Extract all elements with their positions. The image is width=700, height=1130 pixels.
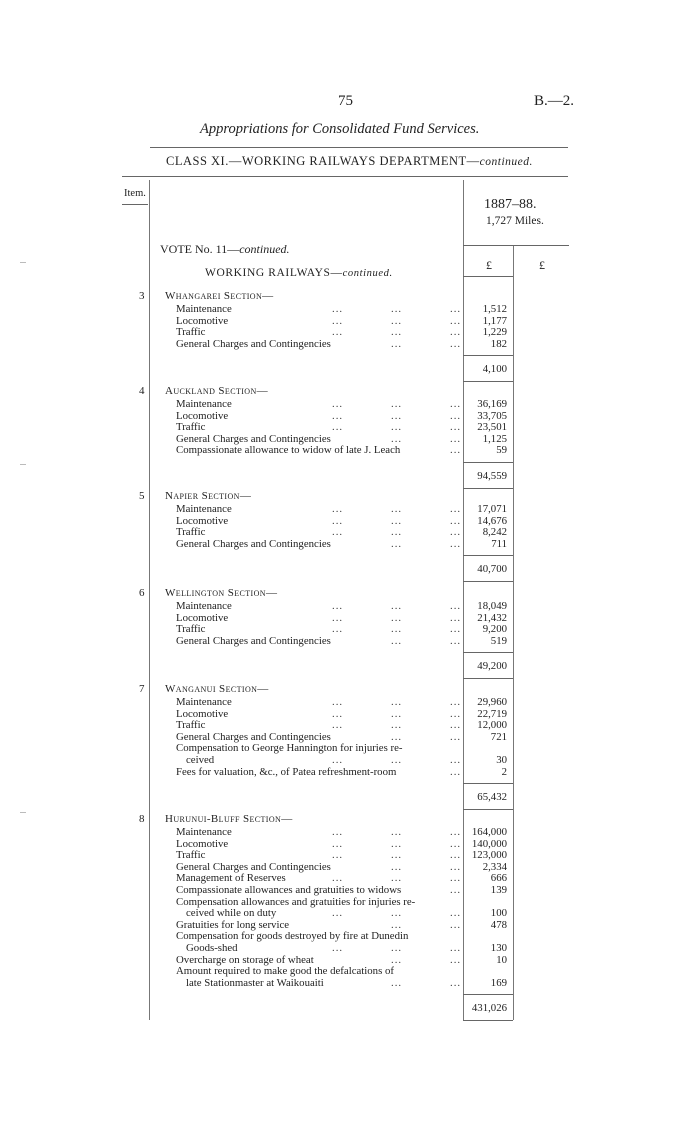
leader-dots: ... [450,314,462,327]
vote-heading-text: VOTE No. 11— [160,242,240,256]
leader-dots: ... [450,337,462,350]
line-item-amount: 8,242 [482,526,507,539]
line-item-amount: 164,000 [471,826,507,838]
leader-dots: ... [391,719,403,732]
leader-dots: ... [332,942,344,954]
miles-heading: 1,727 Miles. [486,215,544,227]
section-name: Wellington Section— [165,587,278,599]
line-item-label: Traffic [176,849,206,862]
leader-dots: ... [450,826,462,838]
section-name: Wanganui Section— [165,683,269,695]
margin-mark [20,262,26,263]
line-item-label: Traffic [176,623,206,636]
section-total-rule [463,488,513,489]
leader-dots: ... [391,537,403,550]
item-number: 8 [139,813,145,825]
line-item-label: Maintenance [176,600,232,612]
leader-dots: ... [391,953,403,966]
section-total: 40,700 [477,563,507,576]
leader-dots: ... [391,826,403,838]
line-item-label: Locomotive [176,707,229,720]
line-item-label: General Charges and Contingencies [176,537,331,550]
leader-dots: ... [332,907,344,920]
amount-subcolumn-divider [513,245,514,1020]
sub-heading-text: WORKING RAILWAYS— [205,267,343,279]
line-item-amount: 1,125 [482,432,507,445]
leader-dots: ... [332,623,344,636]
line-item-amount: 12,000 [477,719,507,732]
leader-dots: ... [391,503,403,515]
line-item-label: Traffic [176,719,206,732]
leader-dots: ... [391,514,403,527]
line-item-amount: 519 [490,634,507,647]
line-item-amount: 29,960 [477,696,507,708]
line-item-label: Compassionate allowances and gratuities to widows [176,884,402,896]
leader-dots: ... [450,444,462,457]
leader-dots: ... [450,976,462,989]
leader-dots: ... [391,600,403,612]
leader-dots: ... [332,826,344,838]
currency-rule [463,276,513,277]
line-item-label: Locomotive [176,837,229,850]
leader-dots: ... [450,526,462,539]
line-item-amount: 100 [490,907,507,920]
leader-dots: ... [332,611,344,624]
line-item-amount: 721 [490,730,507,743]
item-number: 5 [139,490,145,502]
line-item-label: Locomotive [176,514,229,527]
line-item-label: General Charges and Contingencies [176,634,331,647]
year-heading: 1887–88. [484,197,537,212]
line-item-amount: 17,071 [477,503,507,515]
class-heading-continued: continued. [479,156,533,168]
section-total-rule [463,1020,513,1021]
line-item-label: Locomotive [176,409,229,422]
leader-dots: ... [450,611,462,624]
leader-dots: ... [391,730,403,743]
line-item-amount: 1,177 [482,314,507,327]
section-total: 49,200 [477,660,507,673]
line-item-amount: 21,432 [477,611,507,624]
leader-dots: ... [450,707,462,720]
page-number: 75 [338,93,353,109]
table-top-rule [122,176,568,177]
leader-dots: ... [391,314,403,327]
leader-dots: ... [332,503,344,515]
leader-dots: ... [450,942,462,954]
leader-dots: ... [450,872,462,885]
leader-dots: ... [332,696,344,708]
leader-dots: ... [450,623,462,636]
line-item-label: Locomotive [176,314,229,327]
leader-dots: ... [450,754,462,766]
leader-dots: ... [332,600,344,612]
leader-dots: ... [332,719,344,732]
leader-dots: ... [391,754,403,766]
leader-dots: ... [391,526,403,539]
leader-dots: ... [332,303,344,315]
line-item-label: Gratuities for long service [176,918,290,931]
leader-dots: ... [450,398,462,410]
leader-dots: ... [391,707,403,720]
section-total-rule [463,809,513,810]
leader-dots: ... [450,503,462,515]
line-item-label: Overcharge on storage of wheat [176,953,314,966]
line-item-label: ceived while on duty [186,907,277,920]
item-number: 6 [139,587,145,599]
line-item-label: Maintenance [176,303,232,315]
leader-dots: ... [391,849,403,862]
section-subtotal-rule [463,783,513,784]
title-rule [150,147,568,148]
leader-dots: ... [450,907,462,920]
line-item-amount: 59 [496,444,507,457]
leader-dots: ... [391,860,403,873]
line-item-label: Maintenance [176,826,232,838]
leader-dots: ... [332,754,344,766]
margin-mark [20,464,26,465]
section-total: 94,559 [477,470,507,482]
line-item-amount: 1,229 [482,326,507,339]
section-subtotal-rule [463,652,513,653]
sub-heading [205,267,393,279]
leader-dots: ... [391,634,403,647]
line-item-label: Maintenance [176,696,232,708]
line-item-label: Amount required to make good the defalcations of [176,965,394,978]
line-item-label: Compensation for goods destroyed by fire at Dunedin [176,930,409,943]
leader-dots: ... [391,611,403,624]
leader-dots: ... [332,326,344,339]
currency-symbol-1: £ [486,258,492,272]
section-total-rule [463,678,513,679]
leader-dots: ... [391,837,403,850]
line-item-amount: 23,501 [477,421,507,434]
leader-dots: ... [391,918,403,931]
vote-heading [160,242,290,257]
line-item-amount: 711 [491,537,507,550]
class-heading [166,154,533,169]
section-subtotal-rule [463,462,513,463]
leader-dots: ... [391,337,403,350]
leader-dots: ... [391,696,403,708]
leader-dots: ... [450,837,462,850]
leader-dots: ... [450,326,462,339]
leader-dots: ... [391,942,403,954]
leader-dots: ... [332,837,344,850]
line-item-amount: 9,200 [482,623,507,636]
line-item-amount: 33,705 [477,409,507,422]
line-item-label: General Charges and Contingencies [176,337,331,350]
leader-dots: ... [332,526,344,539]
line-item-label: Fees for valuation, &c., of Patea refreshment-room [176,765,397,778]
leader-dots: ... [391,421,403,434]
section-name: Whangarei Section— [165,290,274,302]
leader-dots: ... [450,634,462,647]
line-item-amount: 182 [490,337,507,350]
leader-dots: ... [391,432,403,445]
section-subtotal-rule [463,994,513,995]
line-item-amount: 666 [490,872,507,885]
section-total: 4,100 [482,363,507,376]
section-name: Auckland Section— [165,385,269,397]
class-heading-text: CLASS XI.—WORKING RAILWAYS DEPARTMENT— [166,154,480,168]
section-name: Napier Section— [165,490,252,502]
line-item-label: ceived [186,754,215,766]
line-item-label: Maintenance [176,398,232,410]
line-item-label: General Charges and Contingencies [176,730,331,743]
line-item-label: Locomotive [176,611,229,624]
line-item-amount: 10 [496,953,507,966]
line-item-label: Traffic [176,526,206,539]
line-item-amount: 478 [490,918,507,931]
leader-dots: ... [450,409,462,422]
leader-dots: ... [450,514,462,527]
item-column-header: Item. [124,188,146,199]
line-item-label: General Charges and Contingencies [176,432,331,445]
leader-dots: ... [391,409,403,422]
line-item-amount: 130 [490,942,507,954]
leader-dots: ... [450,884,462,896]
line-item-label: Goods-shed [186,942,238,954]
leader-dots: ... [332,421,344,434]
line-item-label: Maintenance [176,503,232,515]
leader-dots: ... [450,303,462,315]
leader-dots: ... [391,976,403,989]
item-number: 7 [139,683,145,695]
leader-dots: ... [450,918,462,931]
line-item-label: Traffic [176,326,206,339]
leader-dots: ... [391,303,403,315]
section-total-rule [463,581,513,582]
leader-dots: ... [450,696,462,708]
line-item-label: Traffic [176,421,206,434]
line-item-amount: 169 [490,976,507,989]
document-reference: B.—2. [534,93,575,109]
leader-dots: ... [450,600,462,612]
leader-dots: ... [450,537,462,550]
line-item-amount: 139 [490,884,507,896]
line-item-amount: 30 [496,754,507,766]
line-item-label: Compensation to George Hannington for injuries re- [176,742,403,755]
year-heading-rule [463,245,569,246]
leader-dots: ... [450,765,462,778]
vote-heading-continued: continued. [239,242,290,256]
leader-dots: ... [450,432,462,445]
item-number: 4 [139,385,145,397]
leader-dots: ... [332,872,344,885]
item-header-rule [122,204,148,205]
line-item-amount: 14,676 [477,514,507,527]
leader-dots: ... [391,907,403,920]
leader-dots: ... [450,849,462,862]
sub-heading-continued: continued. [342,268,393,279]
section-total: 431,026 [471,1002,507,1015]
section-subtotal-rule [463,555,513,556]
line-item-label: Compassionate allowance to widow of late J. Leach [176,444,401,457]
line-item-label: late Stationmaster at Waikouaiti [186,976,324,989]
leader-dots: ... [391,398,403,410]
margin-mark [20,812,26,813]
section-name: Hurunui-Bluff Section— [165,813,293,825]
line-item-label: Management of Reserves [176,872,286,885]
currency-symbol-2: £ [539,258,545,272]
line-item-amount: 140,000 [471,837,507,850]
leader-dots: ... [391,872,403,885]
leader-dots: ... [332,398,344,410]
section-subtotal-rule [463,355,513,356]
leader-dots: ... [391,623,403,636]
leader-dots: ... [332,314,344,327]
leader-dots: ... [332,707,344,720]
section-total-rule [463,381,513,382]
leader-dots: ... [391,326,403,339]
line-item-amount: 22,719 [477,707,507,720]
line-item-amount: 2,334 [482,860,507,873]
leader-dots: ... [450,953,462,966]
leader-dots: ... [332,514,344,527]
leader-dots: ... [332,849,344,862]
line-item-amount: 1,512 [482,303,507,315]
line-item-amount: 123,000 [471,849,507,862]
line-item-label: General Charges and Contingencies [176,860,331,873]
item-number: 3 [139,290,145,302]
leader-dots: ... [450,860,462,873]
section-total: 65,432 [477,791,507,804]
leader-dots: ... [450,719,462,732]
page-title: Appropriations for Consolidated Fund Services. [200,121,480,137]
line-item-amount: 36,169 [477,398,507,410]
line-item-amount: 2 [501,765,507,778]
line-item-label: Compensation allowances and gratuities for injuries re- [176,895,416,908]
line-item-amount: 18,049 [477,600,507,612]
item-column-divider [149,180,150,1020]
leader-dots: ... [332,409,344,422]
leader-dots: ... [450,730,462,743]
leader-dots: ... [450,421,462,434]
